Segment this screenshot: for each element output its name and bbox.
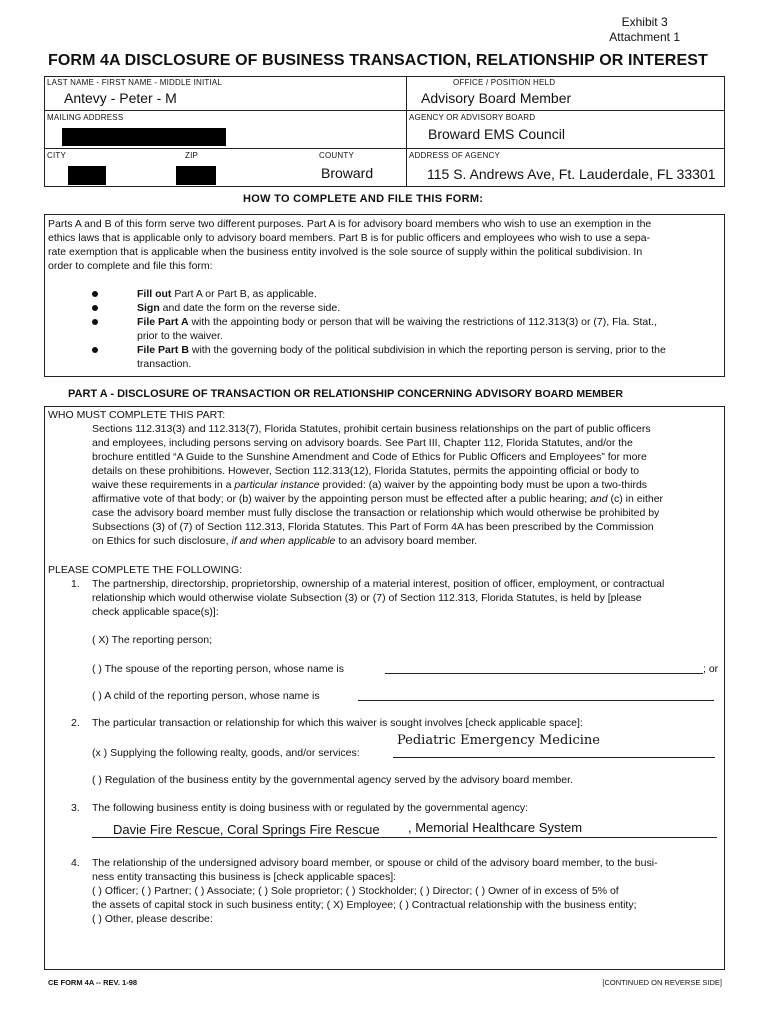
address-label: ADDRESS OF AGENCY [409,151,500,160]
q3-text: The following business entity is doing business with or regulated by the governmental agency: [92,802,529,814]
q4-options-row-3[interactable]: ( ) Other, please describe: [92,913,213,925]
q2-option-regulation[interactable]: ( ) Regulation of the business entity by the governmental agency served by the advisory board member. [92,774,573,786]
county-label: COUNTY [319,151,354,160]
q2-text: The particular transaction or relationship for which this waiver is sought involves [check applicable space]: [92,717,583,729]
q3-number: 3. [71,802,80,814]
services-value[interactable]: Pediatric Emergency Medicine [397,733,600,748]
intro-line: ethics laws that is applicable only to advisory board members. Part B is for public officers and employees who wish to use a sepa- [48,232,651,244]
spouse-name-field[interactable] [385,673,703,674]
name-label: LAST NAME - FIRST NAME - MIDDLE INITIAL [47,78,223,87]
q1-option-spouse[interactable]: ( ) The spouse of the reporting person, whose name is [92,663,344,675]
q2-number: 2. [71,717,80,729]
q1-or: ; or [703,663,719,675]
bullet-icon [92,319,98,325]
services-field[interactable] [393,757,715,758]
bullet-icon [92,305,98,311]
bullet-1: Fill out Part A or Part B, as applicable. [137,288,317,300]
who-label: WHO MUST COMPLETE THIS PART: [48,409,226,421]
bullet-3: File Part A with the appointing body or person that will be waiving the restrictions of 112.313(3) or (7), Fla. Stat., prior to the waiver. [137,316,658,342]
bullet-2: Sign and date the form on the reverse side. [137,302,341,314]
redaction-mailing [62,128,226,146]
city-label: CITY [47,151,67,160]
mailing-label: MAILING ADDRESS [47,113,124,122]
agency-value[interactable]: Broward EMS Council [428,126,565,142]
q1-number: 1. [71,578,80,590]
exhibit-number: Exhibit 3 [621,15,668,29]
bullet-icon [92,347,98,353]
please-complete: PLEASE COMPLETE THE FOLLOWING: [48,564,243,576]
business-entity-value-b[interactable]: , Memorial Healthcare System [408,820,583,835]
q2-option-supplying[interactable]: (x ) Supplying the following realty, goods, and/or services: [92,747,360,759]
address-value[interactable]: 115 S. Andrews Ave, Ft. Lauderdale, FL 33301 [427,166,716,182]
q4-options-row-2[interactable]: the assets of capital stock in such business entity; ( X) Employee; ( ) Contractual relationship with the business entity; [92,899,637,911]
zip-label: ZIP [185,151,199,160]
footer-continued: [CONTINUED ON REVERSE SIDE] [602,978,722,987]
how-to-intro [48,217,724,273]
county-value[interactable]: Broward [321,165,374,181]
intro-line: rate exemption that is applicable when the business entity involved is the sole source of supply within the political subdivision. In [48,246,643,258]
exhibit-label [609,15,680,45]
agency-label: AGENCY OR ADVISORY BOARD [409,113,536,122]
intro-line: Parts A and B of this form serve two different purposes. Part A is for advisory board members who wish to use an exemption in the [48,218,652,230]
who-paragraph: Sections 112.313(3) and 112.313(7), Florida Statutes, prohibit certain business relationships on the part of public officers and employees, including persons serving on advisory boards. See Part III, Chapter 112, Florida Statutes, and/or the brochure entitled “A Guide to the Sunshine Amendment and Code of Ethics for Public Officers and Employees” for more details on these prohibitions. However, Section 112.313(12), Florida Statutes, permits the appointing official or body to waive these requirements in a particular instance provided: (a) waiver by the appointing body must be upon a two-thirds affirmative vote of that body; or (b) waiver by the appointing person must be effected after a public hearing; and (c) in either case the advisory board member must fully disclose the transaction or relationship which would otherwise be prohibited by Subsections (3) of (7) of Section 112.313, Florida Statutes. This Part of Form 4A has been prescribed by the Commission on Ethics for such disclosure, if and when applicable to an advisory board member. [92,423,664,547]
redaction-zip [176,166,216,185]
footer-form-id: CE FORM 4A -- REV. 1-98 [48,978,138,987]
business-entity-field[interactable] [92,837,717,838]
q1-option-child[interactable]: ( ) A child of the reporting person, whose name is [92,690,320,702]
office-label: OFFICE / POSITION HELD [453,78,556,87]
attachment-number: Attachment 1 [609,30,680,44]
q1-text: The partnership, directorship, proprietorship, ownership of a material interest, position of officer, employment, or contractual relationship which would otherwise violate Subsection (3) or (7) of Section 112.313, Florida Statutes, is held by [please check applicable space(s)]: [92,578,665,618]
child-name-field[interactable] [358,700,714,701]
name-value[interactable]: Antevy - Peter - M [64,90,177,106]
redaction-city [68,166,106,185]
bullet-icon [92,291,98,297]
q1-option-reporting-person[interactable]: ( X) The reporting person; [92,634,213,646]
q4-number: 4. [71,857,80,869]
form-title: FORM 4A DISCLOSURE OF BUSINESS TRANSACTION, RELATIONSHIP OR INTEREST [48,52,708,69]
q4-text: The relationship of the undersigned advisory board member, or spouse or child of the advisory board member, to the busi- ness entity transacting this business is [check applicable spaces]: ( ) Officer; ( ) Partner; ( ) Associate; ( ) Sole proprietor; ( ) Stockholder; ( ) Director; ( ) Owner of in excess of 5% of the assets of capital stock in such business entity; ( X) Employee; ( ) Contractual relationship with the business entity; ( ) Other, please describe: [92,856,722,926]
q4-options-row-1[interactable]: ( ) Officer; ( ) Partner; ( ) Associate; ( ) Sole proprietor; ( ) Stockholder; ( ) Director; ( ) Owner of in excess of 5% of [92,885,619,897]
business-entity-value-a[interactable]: Davie Fire Rescue, Coral Springs Fire Rescue [113,822,380,837]
intro-line: order to complete and file this form: [48,260,213,272]
bullet-4: File Part B with the governing body of the political subdivision in which the reporting person is serving, prior to the transaction. [137,344,666,370]
office-value[interactable]: Advisory Board Member [421,90,572,106]
how-to-heading: HOW TO COMPLETE AND FILE THIS FORM: [243,193,484,205]
part-a-heading: PART A - DISCLOSURE OF TRANSACTION OR RELATIONSHIP CONCERNING ADVISORY BOARD MEMBER [68,388,624,400]
